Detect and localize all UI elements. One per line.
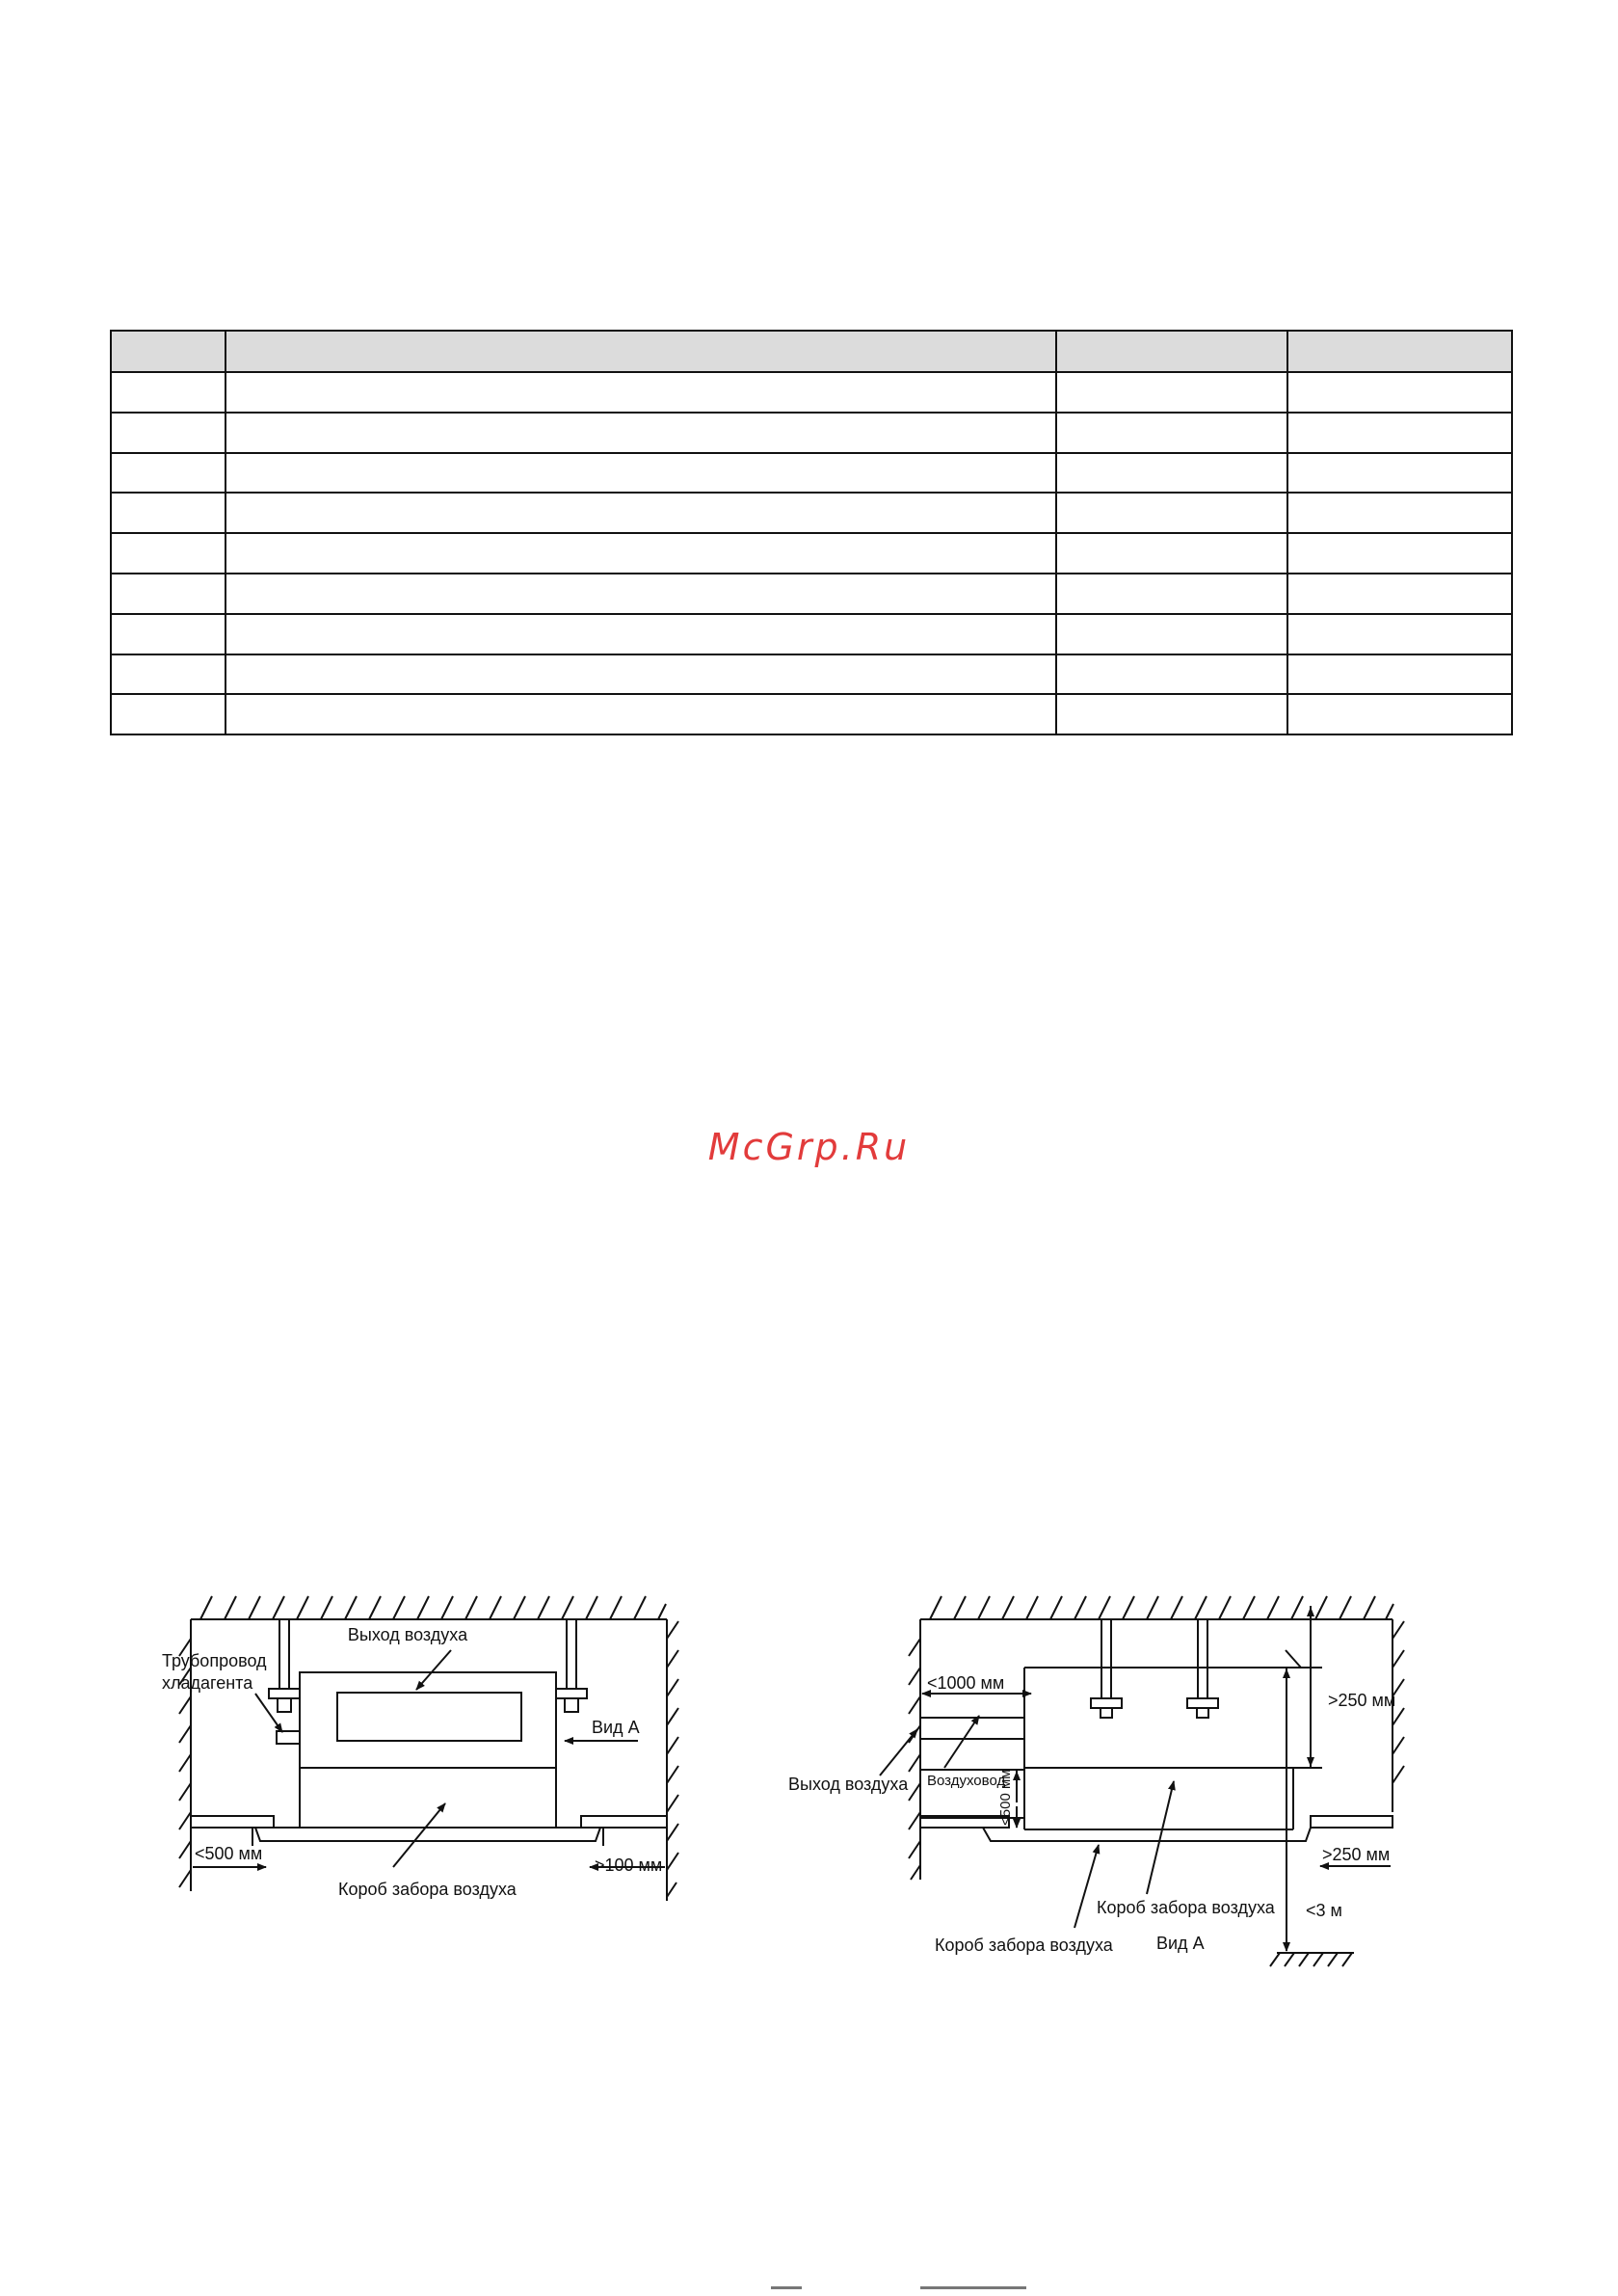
label-refrigerant-pipe-2: хладагента — [162, 1673, 253, 1693]
label-dim-500: <500 мм — [195, 1844, 263, 1863]
label-dim-1000: <1000 мм — [927, 1673, 1005, 1693]
label-intake-box-upper: Короб забора воздуха — [1097, 1898, 1275, 1917]
label-view-a-right: Вид А — [1156, 1934, 1205, 1953]
label-view-a: Вид А — [592, 1718, 640, 1737]
label-duct: Воздуховод — [927, 1773, 1006, 1789]
label-intake-box: Короб забора воздуха — [338, 1880, 517, 1899]
footer-mark — [771, 2286, 802, 2289]
label-dim-100: >100 мм — [595, 1855, 663, 1875]
label-air-outlet-right: Выход воздуха — [788, 1775, 909, 1794]
label-dim-3m: <3 м — [1306, 1901, 1342, 1920]
label-dim-250-bottom: >250 мм — [1322, 1845, 1391, 1864]
label-intake-box-lower: Короб забора воздуха — [935, 1936, 1113, 1955]
label-dim-250-top: >250 мм — [1328, 1691, 1396, 1710]
label-refrigerant-pipe: Трубопровод — [162, 1651, 267, 1670]
watermark: McGrp.Ru — [707, 1126, 911, 1168]
label-dim-500-right: <500 мм — [997, 1769, 1014, 1826]
footer-mark — [920, 2286, 1026, 2289]
diagram-left-labels — [162, 1625, 662, 1899]
diagram-right-labels — [788, 1673, 1395, 1955]
label-air-outlet: Выход воздуха — [347, 1625, 468, 1644]
